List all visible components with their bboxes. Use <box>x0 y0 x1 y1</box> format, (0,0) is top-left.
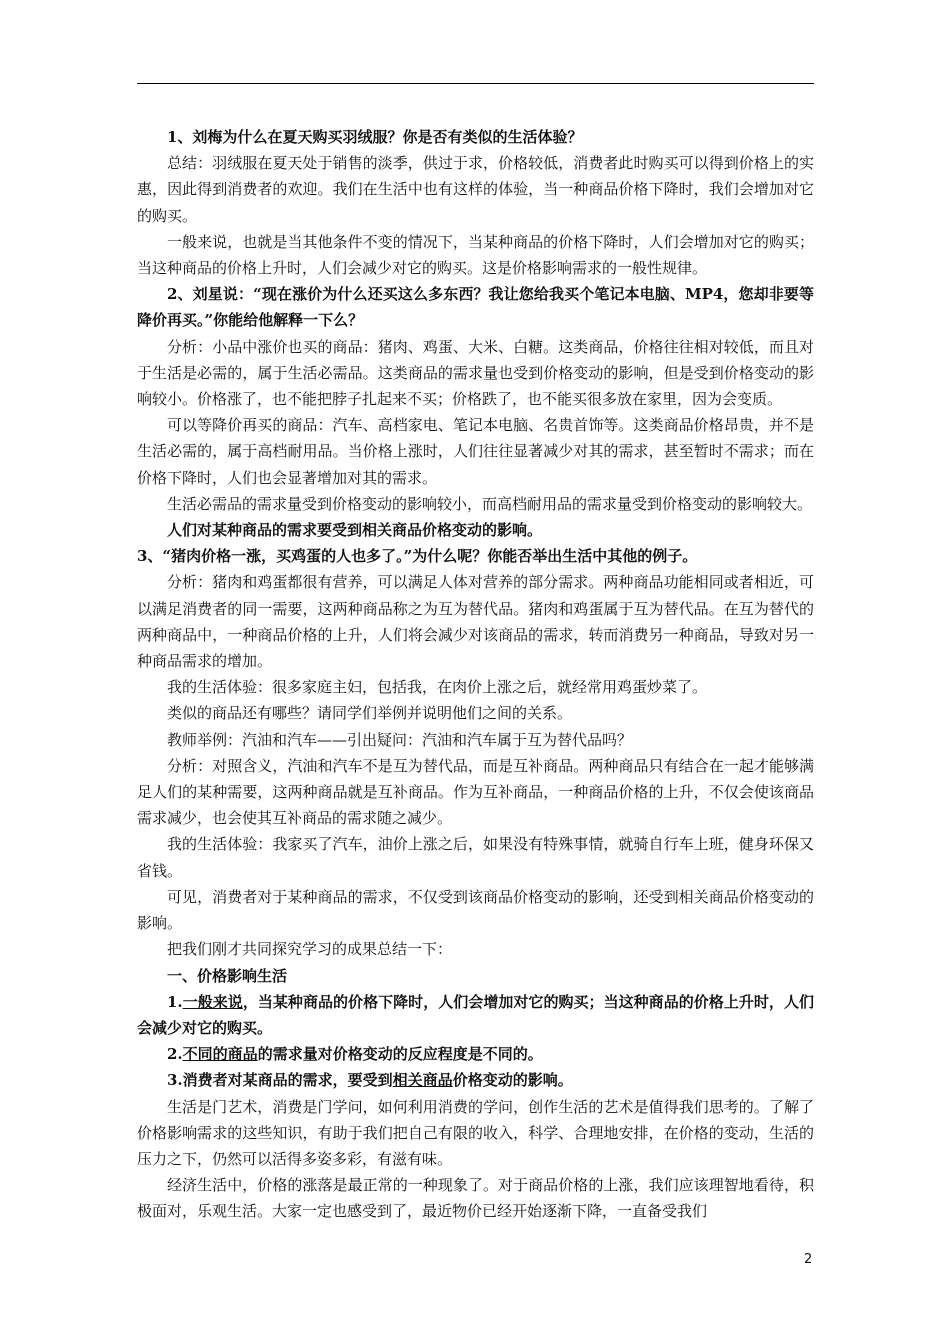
summary-text: 价格变动的影响。 <box>452 1071 573 1090</box>
paragraph: 我的生活体验：很多家庭主妇，包括我，在肉价上涨之后，就经常用鸡蛋炒菜了。 <box>167 678 708 697</box>
section-heading: 一、价格影响生活 <box>167 966 288 985</box>
summary-number: 2. <box>167 1045 183 1064</box>
paragraph: 分析：小品中涨价也买的商品：猪肉、鸡蛋、大米、白糖。这类商品，价格往往相对较低，而且对于生活是必需的，属于生活必需品。这类商品的需求量也受到价格变动的影响，但是受到价格变动的影响较小。价格涨了，也不能把脖子扎起来不买；价格跌了，也不能买很多放在家里，因为会变质。 <box>137 337 814 409</box>
underlined-phrase: 一般来说 <box>182 992 243 1011</box>
paragraph: 可以等降价再买的商品：汽车、高档家电、笔记本电脑、名贵首饰等。这类商品价格昂贵，并不是生活必需的，属于高档耐用品。当价格上涨时，人们往往显著减少对其的需求，甚至暂时不需求；而在价格下降时，人们也会显著增加对其的需求。 <box>137 416 814 487</box>
key-point: 人们对某种商品的需求要受到相关商品价格变动的影响。 <box>167 521 543 540</box>
paragraph: 生活必需品的需求量受到价格变动的影响较小，而高档耐用品的需求量受到价格变动的影响较大。 <box>167 494 813 513</box>
paragraph: 我的生活体验：我家买了汽车，油价上涨之后，如果没有特殊事情，就骑自行车上班，健身环保又省钱。 <box>137 835 814 880</box>
summary-text: ，当某种商品的价格下降时，人们会增加对它的购买；当这种商品的价格上升时，人们会减少对它的购买。 <box>137 992 814 1037</box>
paragraph: 分析：对照含义，汽油和汽车不是互为替代品，而是互补商品。两种商品只有结合在一起才能够满足人们的某种需要，这两种商品就是互补商品。作为互补商品，一种商品价格的上升，不仅会使该商品需求减少，也会使其互补商品的需求随之减少。 <box>137 756 814 828</box>
paragraph: 可见，消费者对于某种商品的需求，不仅受到该商品价格变动的影响，还受到相关商品价格变动的影响。 <box>137 887 814 933</box>
paragraph: 教师举例：汽油和汽车——引出疑问：汽油和汽车属于互为替代品吗？ <box>167 730 633 749</box>
summary-point-1 <box>137 989 814 1041</box>
paragraph: 经济生活中，价格的涨落是最正常的一种现象了。对于商品价格的上涨，我们应该理智地看待，积极面对，乐观生活。大家一定也感受到了，最近物价已经开始逐渐下降，一直备受我们 <box>137 1176 814 1221</box>
summary-number: 1. <box>167 992 183 1011</box>
paragraph: 一般来说，也就是当其他条件不变的情况下，当某种商品的价格下降时，人们会增加对它的购买；当这种商品的价格上升时，人们会减少对它的购买。这是价格影响需求的一般性规律。 <box>137 232 814 278</box>
paragraph: 生活是门艺术，消费是门学问，如何利用消费的学问，创作生活的艺术是值得我们思考的。了解了价格影响需求的这些知识，有助于我们把自己有限的收入，科学、合理地安排，在价格的变动，生活的压力之下，仍然可以活得多姿多彩，有滋有味。 <box>137 1097 814 1168</box>
question-3: 3、“猪肉价格一涨，买鸡蛋的人也多了。”为什么呢？你能否举出生活中其他的例子。 <box>137 547 698 566</box>
header-rule <box>137 83 814 84</box>
paragraph: 分析：猪肉和鸡蛋都很有营养，可以满足人体对营养的部分需求。两种商品功能相同或者相近，可以满足消费者的同一需要，这两种商品称之为互为替代品。猪肉和鸡蛋属于互为替代品。在互为替代的两种商品中，一种商品价格的上升，人们将会减少对该商品的需求，转而消费另一种商品，导致对另一种商品需求的增加。 <box>137 573 814 671</box>
summary-point-3 <box>137 1067 814 1093</box>
underlined-phrase: 相关商品 <box>392 1071 453 1090</box>
question-1: 1、刘梅为什么在夏天购买羽绒服？你是否有类似的生活体验？ <box>167 128 583 146</box>
underlined-phrase: 不同的商品 <box>182 1045 258 1064</box>
question-2: 2、刘星说：“现在涨价为什么还买这么多东西？我让您给我买个笔记本电脑、MP4，您却非要等降价再买。”你能给他解释一下么？ <box>137 285 814 330</box>
summary-point-2 <box>137 1041 814 1067</box>
paragraph: 把我们刚才共同探究学习的成果总结一下： <box>167 940 453 959</box>
paragraph: 总结：羽绒服在夏天处于销售的淡季，供过于求，价格较低，消费者此时购买可以得到价格上的实惠，因此得到消费者的欢迎。我们在生活中也有这样的体验，当一种商品价格下降时，我们会增加对它的购买。 <box>137 154 814 225</box>
page-number: 2 <box>804 1252 813 1267</box>
summary-text: 的需求量对价格变动的反应程度是不同的。 <box>257 1045 543 1064</box>
document-body <box>137 124 814 1225</box>
summary-text: 3.消费者对某商品的需求，要受到 <box>167 1071 393 1090</box>
paragraph: 类似的商品还有哪些？请同学们举例并说明他们之间的关系。 <box>167 704 573 723</box>
